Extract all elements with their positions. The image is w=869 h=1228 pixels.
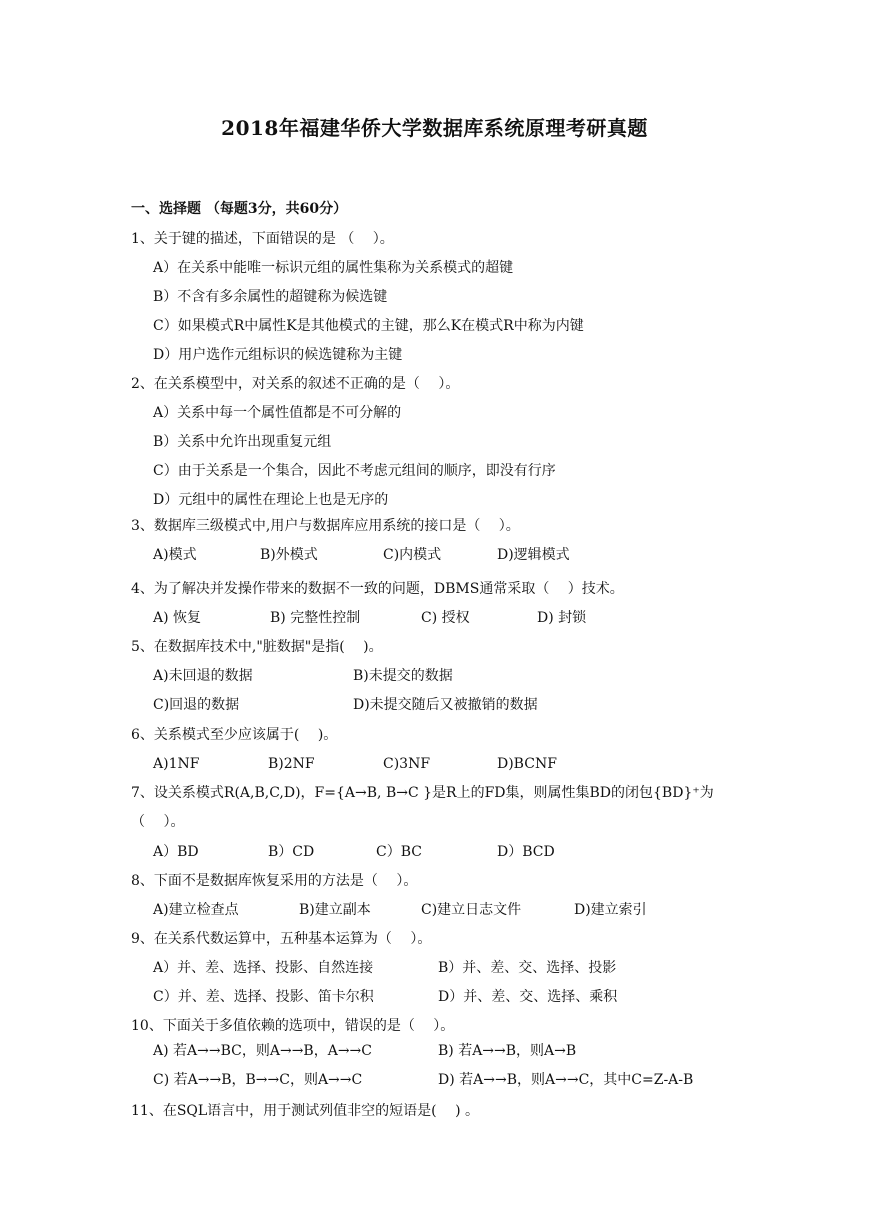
question-1-option-c: C）如果模式R中属性K是其他模式的主键，那么K在模式R中称为内键 bbox=[153, 318, 584, 334]
question-8-option-c: C)建立日志文件 bbox=[421, 902, 522, 918]
question-6-option-c: C)3NF bbox=[383, 756, 431, 772]
section-heading: 一、选择题 （每题3分，共60分） bbox=[131, 201, 348, 217]
question-6-option-a: A)1NF bbox=[153, 756, 200, 772]
question-4-option-a: A) 恢复 bbox=[153, 610, 202, 626]
question-7-option-b: B）CD bbox=[268, 844, 315, 860]
question-10-option-d: D) 若A→→B，则A→→C，其中C=Z-A-B bbox=[438, 1072, 694, 1088]
question-5-option-d: D)未提交随后又被撤销的数据 bbox=[353, 697, 538, 713]
question-3-stem: 3、数据库三级模式中,用户与数据库应用系统的接口是（ ）。 bbox=[131, 518, 520, 534]
question-4-option-c: C) 授权 bbox=[421, 610, 470, 626]
question-9-option-d: D）并、差、交、选择、乘积 bbox=[438, 989, 618, 1005]
question-2-option-d: D）元组中的属性在理论上也是无序的 bbox=[153, 492, 389, 508]
question-5-stem: 5、在数据库技术中,"脏数据"是指( )。 bbox=[131, 639, 383, 655]
question-2-option-a: A）关系中每一个属性值都是不可分解的 bbox=[153, 405, 402, 421]
question-4-option-b: B) 完整性控制 bbox=[270, 610, 361, 626]
question-1-stem: 1、关于键的描述，下面错误的是 （ ）。 bbox=[131, 231, 394, 247]
question-10-option-c: C) 若A→→B，B→→C，则A→→C bbox=[153, 1072, 363, 1088]
question-4-option-d: D) 封锁 bbox=[537, 610, 587, 626]
question-3-option-b: B)外模式 bbox=[260, 547, 318, 563]
question-10-stem: 10、下面关于多值依赖的选项中，错误的是（ ）。 bbox=[131, 1018, 455, 1034]
question-6-option-d: D)BCNF bbox=[497, 756, 557, 772]
question-3-option-c: C)内模式 bbox=[383, 547, 442, 563]
question-10-option-a: A) 若A→→BC，则A→→B，A→→C bbox=[153, 1043, 372, 1059]
question-2-stem: 2、在关系模型中，对关系的叙述不正确的是（ ）。 bbox=[131, 376, 460, 392]
question-3-option-a: A)模式 bbox=[153, 547, 197, 563]
question-7-stem-continued: （ ）。 bbox=[131, 814, 185, 830]
question-8-option-d: D)建立索引 bbox=[574, 902, 647, 918]
question-5-option-b: B)未提交的数据 bbox=[353, 668, 453, 684]
question-3-option-d: D)逻辑模式 bbox=[497, 547, 570, 563]
question-2-option-b: B）关系中允许出现重复元组 bbox=[153, 434, 332, 450]
question-8-option-a: A)建立检查点 bbox=[153, 902, 239, 918]
question-11-stem: 11、在SQL语言中，用于测试列值非空的短语是( ) 。 bbox=[131, 1103, 480, 1119]
question-8-stem: 8、下面不是数据库恢复采用的方法是（ ）。 bbox=[131, 873, 418, 889]
question-1-option-b: B）不含有多余属性的超键称为候选键 bbox=[153, 289, 388, 305]
question-5-option-a: A)未回退的数据 bbox=[153, 668, 253, 684]
question-2-option-c: C）由于关系是一个集合，因此不考虑元组间的顺序，即没有行序 bbox=[153, 463, 556, 479]
question-9-stem: 9、在关系代数运算中，五种基本运算为（ ）。 bbox=[131, 931, 432, 947]
question-5-option-c: C)回退的数据 bbox=[153, 697, 240, 713]
question-1-option-a: A）在关系中能唯一标识元组的属性集称为关系模式的超键 bbox=[153, 260, 514, 276]
question-9-option-c: C）并、差、选择、投影、笛卡尔积 bbox=[153, 989, 374, 1005]
question-1-option-d: D）用户选作元组标识的候选键称为主键 bbox=[153, 347, 403, 363]
question-4-stem: 4、为了解决并发操作带来的数据不一致的问题，DBMS通常采取（ ）技术。 bbox=[131, 581, 624, 597]
question-8-option-b: B)建立副本 bbox=[299, 902, 371, 918]
question-9-option-a: A）并、差、选择、投影、自然连接 bbox=[153, 960, 374, 976]
question-6-option-b: B)2NF bbox=[268, 756, 315, 772]
question-6-stem: 6、关系模式至少应该属于( )。 bbox=[131, 727, 338, 743]
question-7-option-c: C）BC bbox=[376, 844, 422, 860]
question-7-option-a: A）BD bbox=[153, 844, 199, 860]
question-7-stem: 7、设关系模式R(A,B,C,D)，F={A→B, B→C }是R上的FD集，则属性集BD的闭包{BD}⁺为 bbox=[131, 785, 714, 801]
question-7-option-d: D）BCD bbox=[497, 844, 555, 860]
page-title: 2018年福建华侨大学数据库系统原理考研真题 bbox=[221, 116, 648, 140]
question-10-option-b: B) 若A→→B，则A→B bbox=[438, 1043, 577, 1059]
question-9-option-b: B）并、差、交、选择、投影 bbox=[438, 960, 617, 976]
